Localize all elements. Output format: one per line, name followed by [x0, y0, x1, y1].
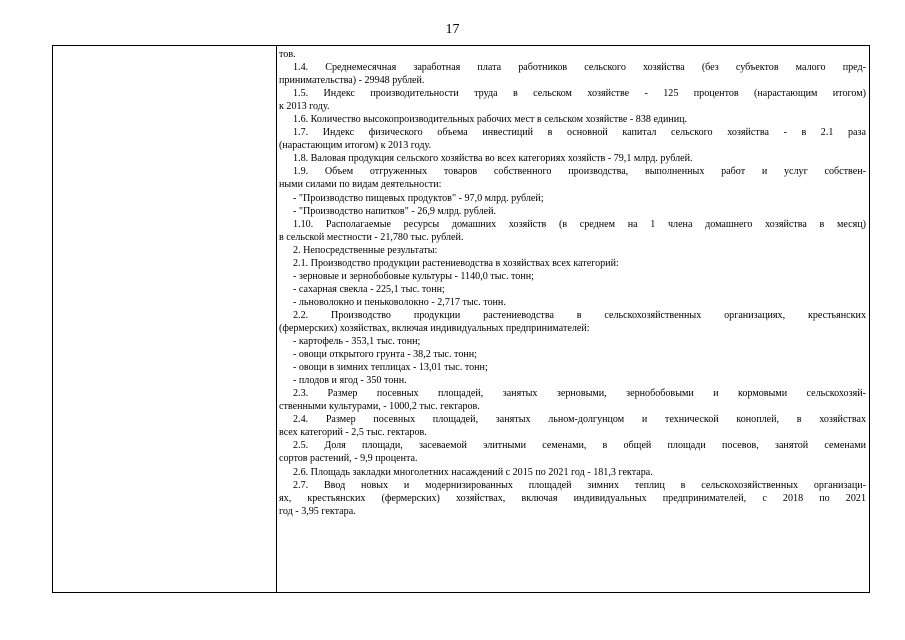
text-line: 1.4. Среднемесячная заработная плата работников сельского хозяйства (без субъектов малого пред-: [293, 62, 866, 74]
text-line: - овощи в зимних теплицах - 13,01 тыс. тонн;: [293, 362, 488, 374]
text-line: (нарастающим итогом) к 2013 году.: [279, 140, 432, 152]
text-line: 2.3. Размер посевных площадей, занятых зерновыми, зернобобовыми и кормовыми сельскохозяй-: [293, 388, 866, 400]
text-line: 2.4. Размер посевных площадей, занятых льном-долгунцом и технической коноплей, в хозяйствах: [293, 414, 866, 426]
text-line: год - 3,95 гектара.: [279, 505, 356, 517]
text-line: 2.6. Площадь закладки многолетних насаждений с 2015 по 2021 год - 181,3 гектара.: [293, 466, 653, 478]
text-line: - овощи открытого грунта - 38,2 тыс. тонн;: [293, 349, 477, 361]
text-line: - картофель - 353,1 тыс. тонн;: [293, 336, 421, 348]
text-line: - льноволокно и пеньковолокно - 2,717 тыс. тонн.: [293, 296, 506, 308]
text-line: сортов растений, - 9,9 процента.: [279, 453, 418, 465]
text-line: ях, крестьянских (фермерских) хозяйствах, включая индивидуальных предпринимателей, с 2018 по 2021: [279, 492, 866, 504]
text-line: 1.5. Индекс производительности труда в сельском хозяйстве - 125 процентов (нарастающим итогом): [293, 88, 866, 100]
text-line: 1.7. Индекс физического объема инвестиций в основной капитал сельского хозяйства - в 2.1 раза: [293, 127, 866, 139]
document-table: [52, 45, 870, 593]
text-line: 1.6. Количество высокопроизводительных рабочих мест в сельском хозяйстве - 838 единиц.: [293, 114, 688, 126]
text-line: - "Производство пищевых продуктов" - 97,0 млрд. рублей;: [293, 192, 544, 204]
text-line: - "Производство напитков" - 26,9 млрд. рублей.: [293, 205, 497, 217]
text-line: ственными культурами, - 1000,2 тыс. гектаров.: [279, 401, 480, 413]
text-line: 2.1. Производство продукции растениеводства в хозяйствах всех категорий:: [293, 257, 619, 269]
text-line: 2.2. Производство продукции растениеводства в сельскохозяйственных организациях, крестьянских: [293, 309, 866, 321]
table-right-column: [279, 48, 866, 518]
text-line: в сельской местности - 21,780 тыс. рублей.: [279, 231, 464, 243]
text-line: 2. Непосредственные результаты:: [293, 244, 438, 256]
table-left-column: [53, 46, 277, 592]
text-line: - сахарная свекла - 225,1 тыс. тонн;: [293, 283, 445, 295]
text-line: принимательства) - 29948 рублей.: [279, 75, 425, 87]
text-line: - плодов и ягод - 350 тонн.: [293, 375, 407, 387]
text-line: 2.5. Доля площади, засеваемой элитными семенами, в общей площади посевов, занятой семенами: [293, 440, 866, 452]
text-line: 1.8. Валовая продукция сельского хозяйства во всех категориях хозяйств - 79,1 млрд. рублей.: [293, 153, 693, 165]
text-line: к 2013 году.: [279, 101, 330, 113]
text-line: ными силами по видам деятельности:: [279, 179, 442, 191]
text-line: тов.: [279, 49, 296, 60]
text-line: 1.9. Объем отгруженных товаров собственного производства, выполненных работ и услуг собствен-: [293, 166, 866, 178]
text-line: - зерновые и зернобобовые культуры - 1140,0 тыс. тонн;: [293, 270, 534, 282]
text-line: всех категорий - 2,5 тыс. гектаров.: [279, 427, 427, 439]
text-line: (фермерских) хозяйствах, включая индивидуальных предпринимателей:: [279, 322, 590, 334]
text-line: 1.10. Располагаемые ресурсы домашних хозяйств (в среднем на 1 члена домашнего хозяйства в месяц): [293, 218, 866, 230]
text-line: 2.7. Ввод новых и модернизированных площадей зимних теплиц в сельскохозяйственных организаци-: [293, 479, 866, 491]
page-number: 17: [445, 22, 460, 37]
